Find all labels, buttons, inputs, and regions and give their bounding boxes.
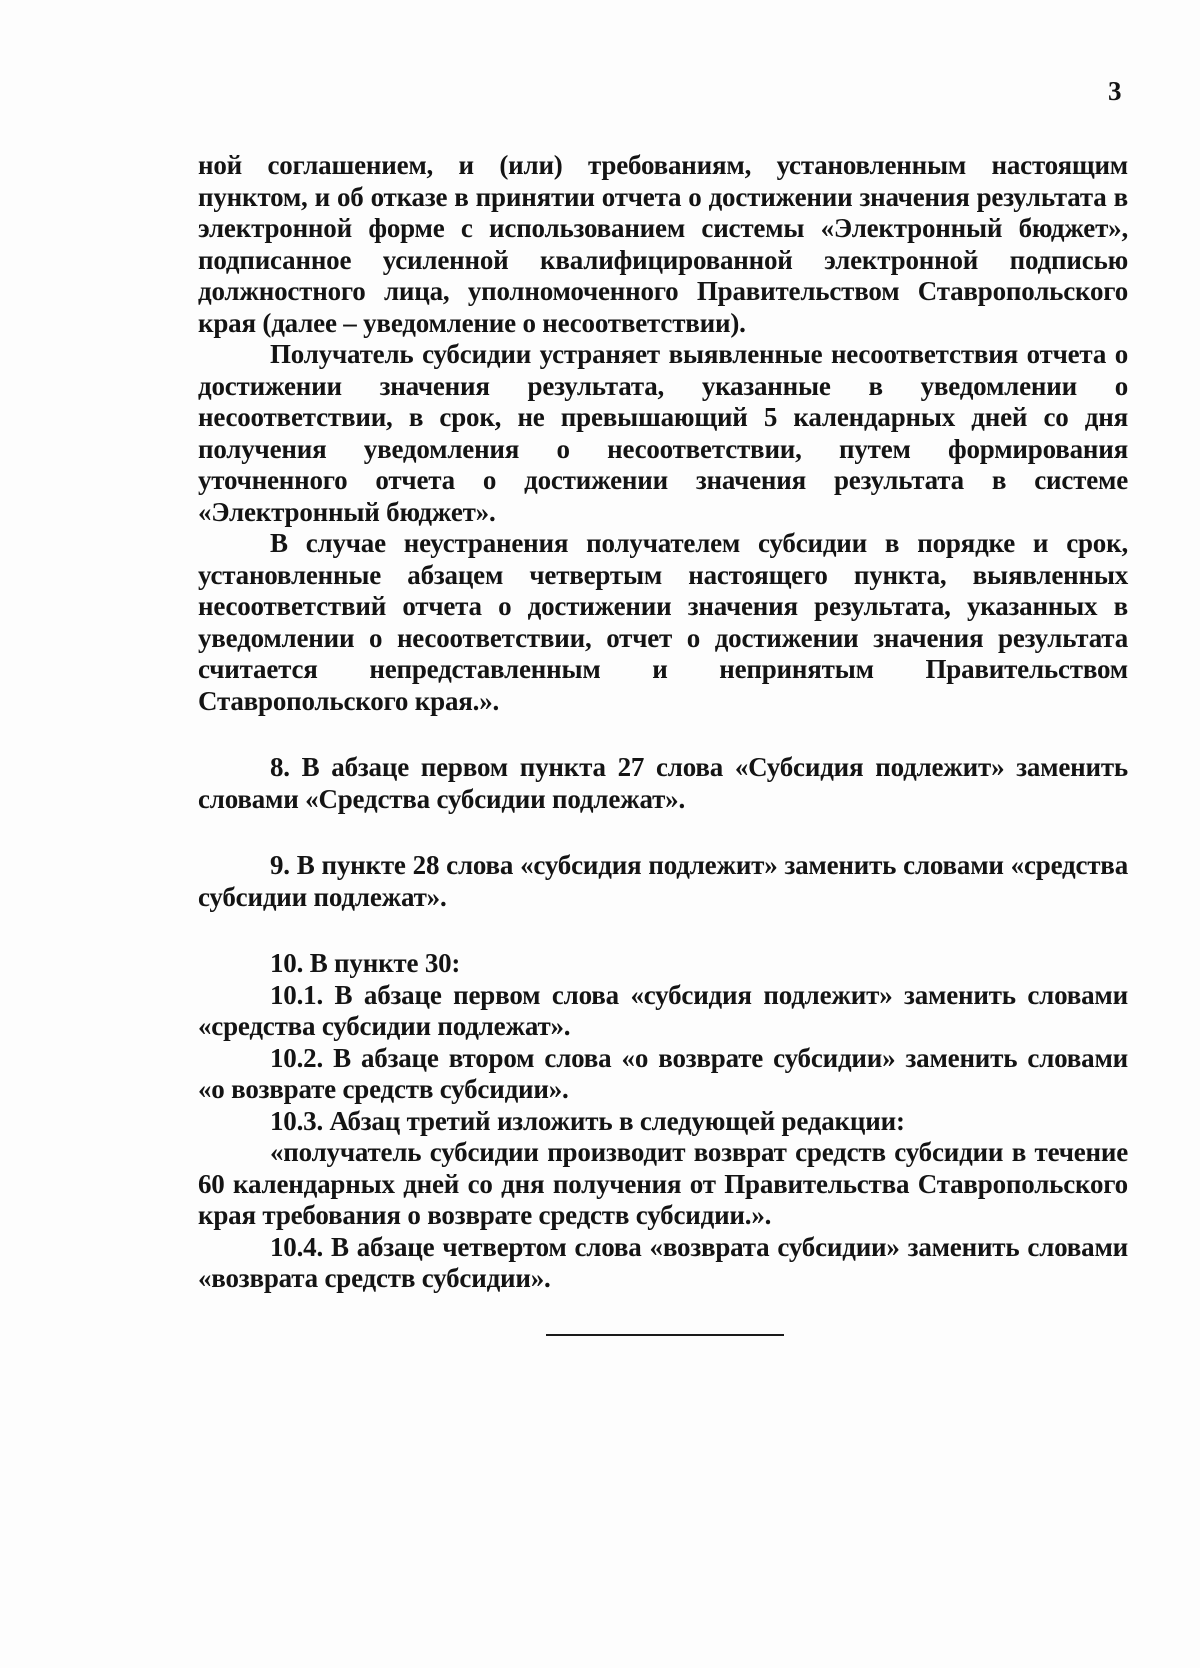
- paragraph-recipient-fixes: Получатель субсидии устраняет выявленные несоответствия отчета о достижении значения результата, указанные в уведомлении о несоответствии, в срок, не превышающий 5 календарных дней со дня получения уведомления о несоответствии, путем формирования уточненного отчета о достижении значения результата в системе «Электронный бюджет».: [198, 339, 1128, 527]
- paragraph-gap: [198, 913, 1128, 948]
- paragraph-item-10-2: 10.2. В абзаце втором слова «о возврате субсидии» заменить словами «о возврате средств субсидии».: [198, 1042, 1128, 1104]
- paragraph-continuation: ной соглашением, и (или) требованиям, установленным настоящим пунктом, и об отказе в принятии отчета о достижении значения результата в электронной форме с использованием системы «Электронный бюджет», подписанное усиленной квалифицированной электронной подписью должностного лица, уполномоченного Правительством Ставропольского края (далее – уведомление о несоответствии).: [198, 150, 1128, 338]
- paragraph-non-correction: В случае неустранения получателем субсидии в порядке и срок, установленные абзацем четвертым настоящего пункта, выявленных несоответствий отчета о достижении значения результата, указанных в уведомлении о несоответствии, отчет о достижении значения результата считается непредставленным и непринятым Правительством Ставропольского края.».: [198, 528, 1128, 716]
- document-body: [198, 150, 1128, 1295]
- paragraph-item-8: 8. В абзаце первом пункта 27 слова «Субсидия подлежит» заменить словами «Средства субсидии подлежат».: [198, 752, 1128, 814]
- paragraph-item-10: 10. В пункте 30:: [270, 948, 461, 978]
- paragraph-gap: [198, 717, 1128, 752]
- page-number: 3: [1108, 76, 1122, 106]
- paragraph-item-10-4: 10.4. В абзаце четвертом слова «возврата субсидии» заменить словами «возврата средств субсидии».: [198, 1231, 1128, 1293]
- paragraph-gap: [198, 815, 1128, 850]
- paragraph-item-10-1: 10.1. В абзаце первом слова «субсидия подлежит» заменить словами «средства субсидии подлежат».: [198, 979, 1128, 1041]
- paragraph-item-9: 9. В пункте 28 слова «субсидия подлежит» заменить словами «средства субсидии подлежат».: [198, 850, 1128, 912]
- paragraph-new-wording: «получатель субсидии производит возврат средств субсидии в течение 60 календарных дней со дня получения от Правительства Ставропольского края требования о возврате средств субсидии.».: [198, 1137, 1128, 1230]
- paragraph-item-10-3: 10.3. Абзац третий изложить в следующей редакции:: [270, 1105, 905, 1136]
- end-divider-line: [546, 1334, 784, 1336]
